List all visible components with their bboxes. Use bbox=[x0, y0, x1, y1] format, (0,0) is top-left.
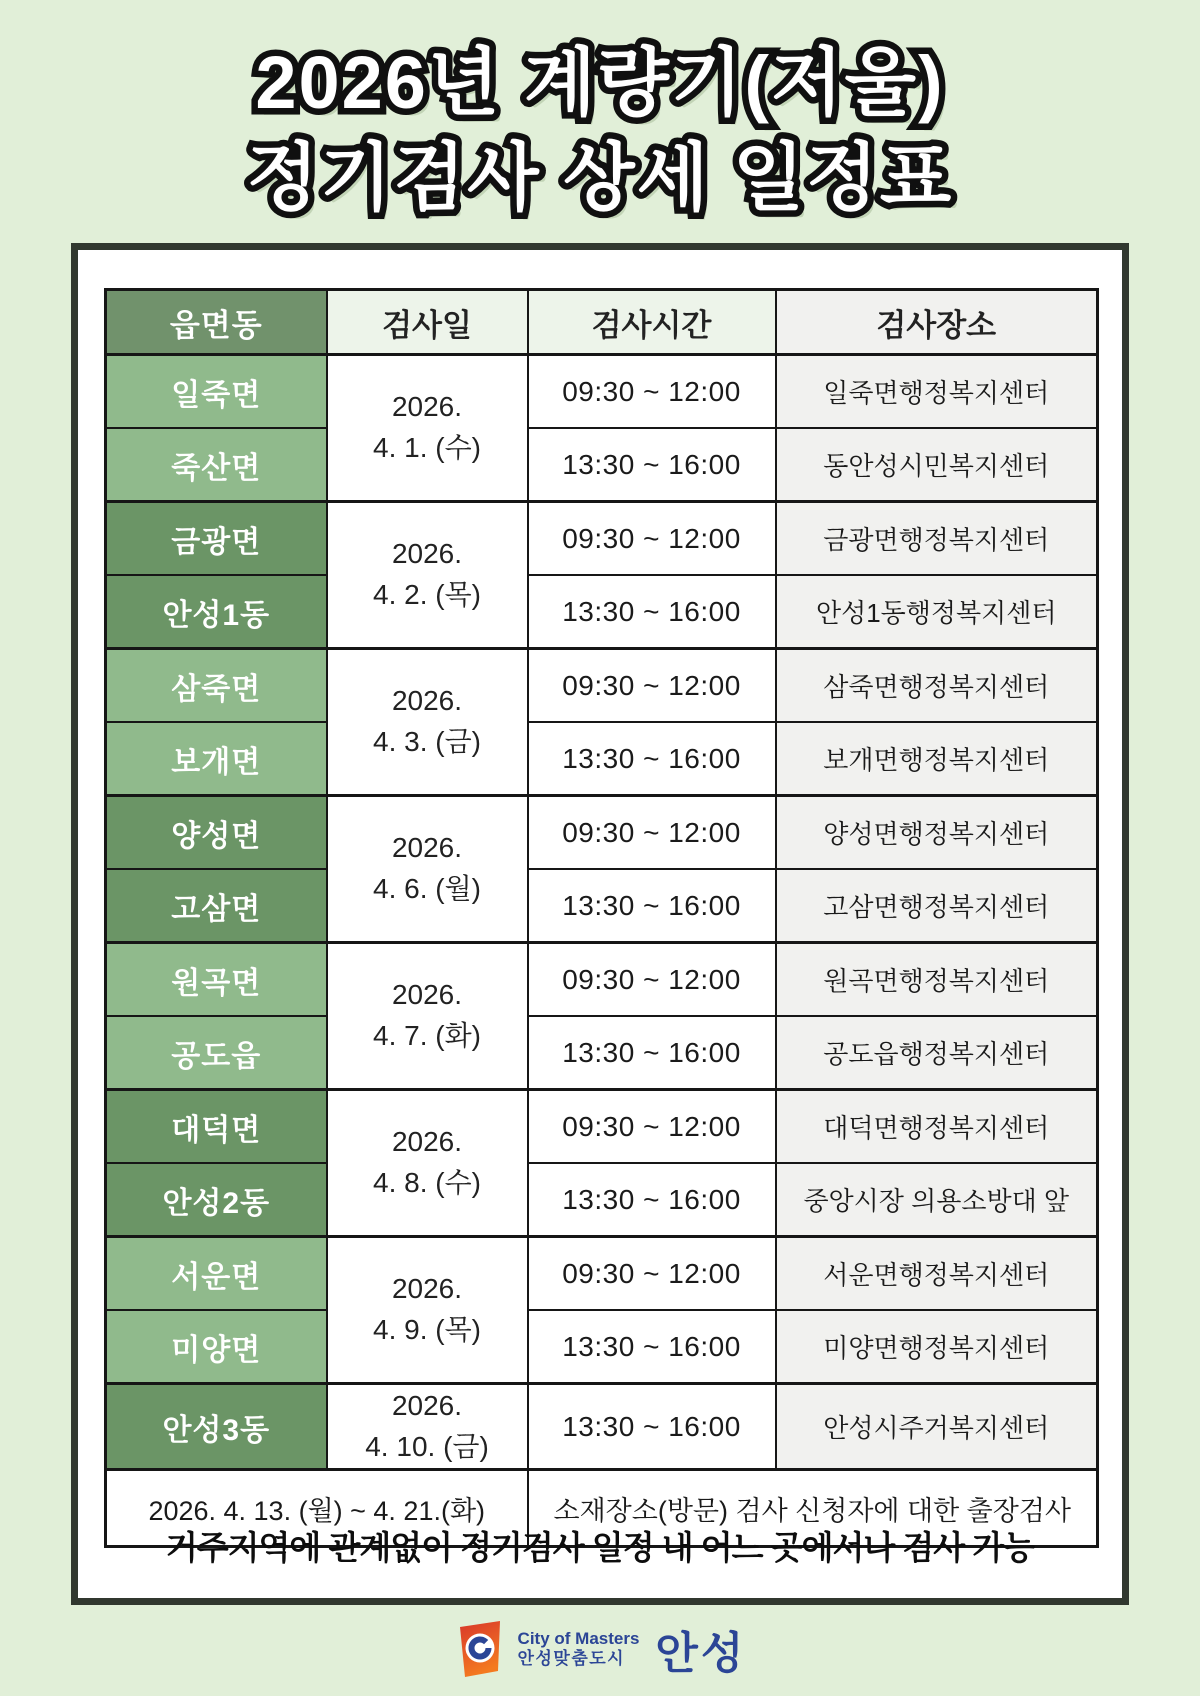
place-cell: 동안성시민복지센터 bbox=[776, 428, 1098, 502]
date-line2: 4. 1. (수) bbox=[373, 432, 481, 463]
place-cell: 삼죽면행정복지센터 bbox=[776, 649, 1098, 723]
logo-tagline-ko: 안성맞춤도시 bbox=[517, 1649, 626, 1668]
table-row bbox=[106, 355, 1098, 429]
date-cell bbox=[327, 502, 528, 649]
time-cell: 13:30 ~ 16:00 bbox=[528, 1163, 776, 1237]
header-cell-time: 검사시간 bbox=[528, 290, 776, 355]
date-cell bbox=[327, 649, 528, 796]
table-row bbox=[106, 869, 1098, 943]
date-line2: 4. 2. (목) bbox=[373, 579, 481, 610]
header-cell-place: 검사장소 bbox=[776, 290, 1098, 355]
poster-title-line2: 정기검사 상세 일정표 정기검사 상세 일정표 bbox=[0, 131, 1200, 226]
notice-text: 거주지역에 관계없이 정기검사 일정 내 어느 곳에서나 검사 가능 bbox=[165, 1529, 1035, 1566]
area-cell: 고삼면 bbox=[106, 869, 327, 943]
date-cell bbox=[327, 943, 528, 1090]
time-cell: 13:30 ~ 16:00 bbox=[528, 1016, 776, 1090]
area-cell: 안성3동 bbox=[106, 1384, 327, 1470]
date-line2: 4. 6. (월) bbox=[373, 873, 481, 904]
time-cell: 13:30 ~ 16:00 bbox=[528, 1310, 776, 1384]
logo-tagline-en: City of Masters bbox=[517, 1628, 640, 1648]
table-row bbox=[106, 1016, 1098, 1090]
table-row bbox=[106, 722, 1098, 796]
visiting-date-range: 2026. 4. 13. (월) ~ 4. 21.(화) bbox=[106, 1470, 528, 1547]
date-cell bbox=[327, 355, 528, 502]
area-cell: 서운면 bbox=[106, 1237, 327, 1311]
header-cell-area: 읍면동 bbox=[106, 290, 327, 355]
date-line1: 2026. bbox=[391, 685, 463, 717]
time-cell: 13:30 ~ 16:00 bbox=[528, 869, 776, 943]
area-cell: 금광면 bbox=[106, 502, 327, 576]
date-line1: 2026. bbox=[391, 832, 463, 864]
time-cell: 09:30 ~ 12:00 bbox=[528, 649, 776, 723]
time-cell: 13:30 ~ 16:00 bbox=[528, 428, 776, 502]
table-row bbox=[106, 1384, 1098, 1470]
place-cell: 양성면행정복지센터 bbox=[776, 796, 1098, 870]
date-line2: 4. 9. (목) bbox=[373, 1314, 481, 1345]
area-cell: 미양면 bbox=[106, 1310, 327, 1384]
date-line2: 4. 8. (수) bbox=[373, 1167, 481, 1198]
visiting-description: 소재장소(방문) 검사 신청자에 대한 출장검사 bbox=[528, 1470, 1098, 1547]
date-line1: 2026. bbox=[391, 538, 463, 570]
date-line1: 2026. bbox=[391, 1389, 463, 1421]
table-row bbox=[106, 796, 1098, 870]
place-cell: 중앙시장 의용소방대 앞 bbox=[776, 1163, 1098, 1237]
area-cell: 죽산면 bbox=[106, 428, 327, 502]
table-row bbox=[106, 943, 1098, 1017]
table-row bbox=[106, 575, 1098, 649]
schedule-table bbox=[104, 288, 1099, 1548]
area-cell: 안성2동 bbox=[106, 1163, 327, 1237]
date-line1: 2026. bbox=[391, 1126, 463, 1158]
table-row bbox=[106, 502, 1098, 576]
date-line1: 2026. bbox=[391, 391, 463, 423]
place-cell: 원곡면행정복지센터 bbox=[776, 943, 1098, 1017]
place-cell: 서운면행정복지센터 bbox=[776, 1237, 1098, 1311]
anseong-emblem-icon bbox=[454, 1620, 506, 1678]
place-cell: 대덕면행정복지센터 bbox=[776, 1090, 1098, 1164]
time-cell: 13:30 ~ 16:00 bbox=[528, 1384, 776, 1470]
table-header-row bbox=[106, 290, 1098, 355]
table-row bbox=[106, 1310, 1098, 1384]
table-row bbox=[106, 1090, 1098, 1164]
date-cell bbox=[327, 1237, 528, 1384]
place-cell: 공도읍행정복지센터 bbox=[776, 1016, 1098, 1090]
time-cell: 09:30 ~ 12:00 bbox=[528, 1090, 776, 1164]
place-cell: 안성1동행정복지센터 bbox=[776, 575, 1098, 649]
time-cell: 13:30 ~ 16:00 bbox=[528, 575, 776, 649]
area-cell: 원곡면 bbox=[106, 943, 327, 1017]
area-cell: 양성면 bbox=[106, 796, 327, 870]
time-cell: 09:30 ~ 12:00 bbox=[528, 355, 776, 429]
date-cell bbox=[327, 1090, 528, 1237]
area-cell: 대덕면 bbox=[106, 1090, 327, 1164]
logo-taglines bbox=[518, 1629, 640, 1669]
place-cell: 금광면행정복지센터 bbox=[776, 502, 1098, 576]
city-logo bbox=[0, 1616, 1200, 1682]
place-cell: 안성시주거복지센터 bbox=[776, 1384, 1098, 1470]
table-row bbox=[106, 428, 1098, 502]
time-cell: 13:30 ~ 16:00 bbox=[528, 722, 776, 796]
place-cell: 일죽면행정복지센터 bbox=[776, 355, 1098, 429]
date-line2: 4. 10. (금) bbox=[365, 1430, 489, 1462]
area-cell: 안성1동 bbox=[106, 575, 327, 649]
table-row bbox=[106, 1237, 1098, 1311]
poster-title-line1: 2026년 계량기(저울) 2026년 계량기(저울) bbox=[0, 36, 1200, 131]
date-line2: 4. 7. (화) bbox=[373, 1020, 481, 1051]
date-line2: 4. 3. (금) bbox=[373, 726, 481, 757]
table-row bbox=[106, 1163, 1098, 1237]
date-cell bbox=[327, 796, 528, 943]
poster-title bbox=[0, 36, 1200, 225]
schedule-panel bbox=[71, 243, 1129, 1605]
place-cell: 보개면행정복지센터 bbox=[776, 722, 1098, 796]
place-cell: 미양면행정복지센터 bbox=[776, 1310, 1098, 1384]
date-line1: 2026. bbox=[391, 979, 463, 1011]
area-cell: 보개면 bbox=[106, 722, 327, 796]
area-cell: 일죽면 bbox=[106, 355, 327, 429]
logo-city-name: 안성 bbox=[655, 1629, 747, 1678]
header-cell-date: 검사일 bbox=[327, 290, 528, 355]
area-cell: 삼죽면 bbox=[106, 649, 327, 723]
area-cell: 공도읍 bbox=[106, 1016, 327, 1090]
date-line1: 2026. bbox=[391, 1273, 463, 1305]
time-cell: 09:30 ~ 12:00 bbox=[528, 943, 776, 1017]
time-cell: 09:30 ~ 12:00 bbox=[528, 1237, 776, 1311]
place-cell: 고삼면행정복지센터 bbox=[776, 869, 1098, 943]
time-cell: 09:30 ~ 12:00 bbox=[528, 796, 776, 870]
table-row bbox=[106, 649, 1098, 723]
time-cell: 09:30 ~ 12:00 bbox=[528, 502, 776, 576]
date-cell bbox=[327, 1384, 528, 1470]
